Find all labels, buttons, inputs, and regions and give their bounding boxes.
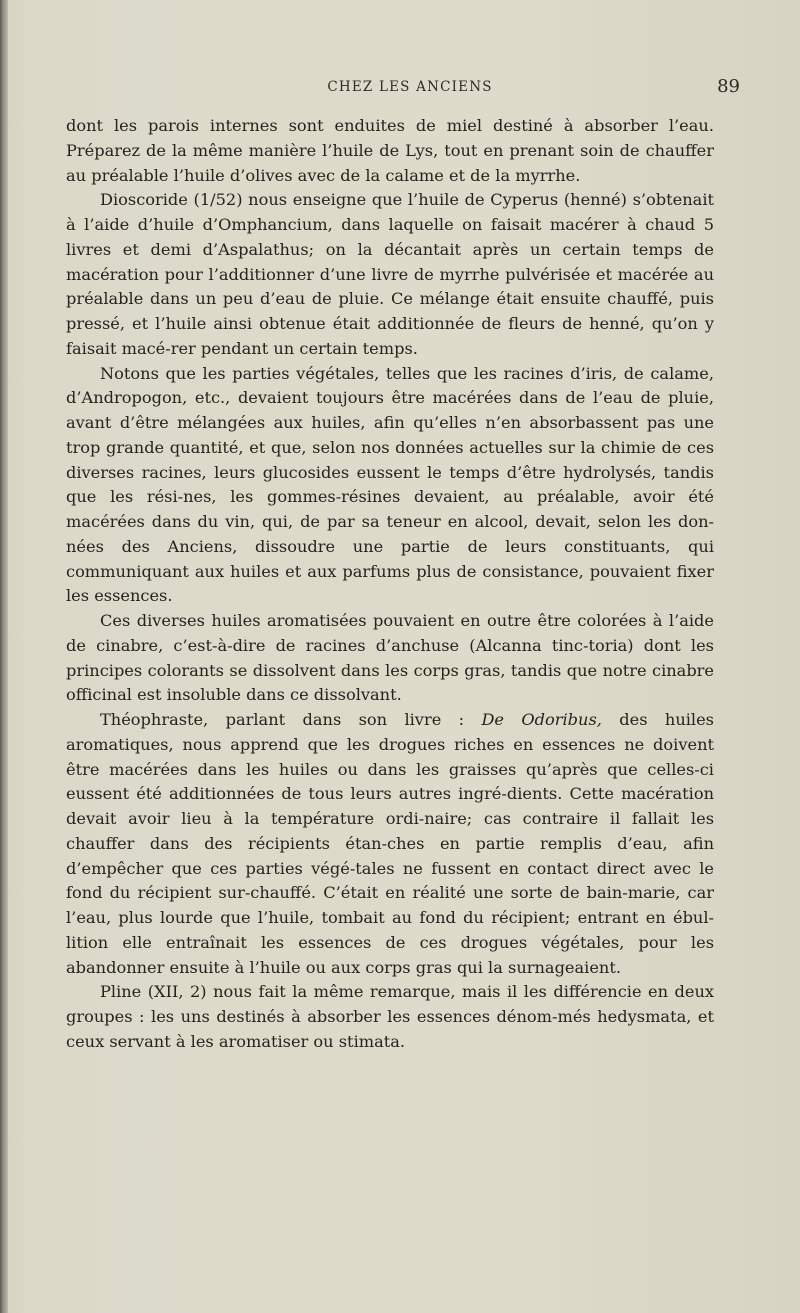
paragraph: dont les parois internes sont enduites de miel destiné à absorber l’eau. Préparez de la même manière l’huile de Lys, tout en prenant soin de chauffer au préalable l’huile d’olives avec de la calame et de la myrrhe. (66, 116, 714, 185)
paragraph-text: des huiles aromatiques, nous apprend que les drogues riches en essences ne doivent être macérées dans les huiles ou dans les graisses qu’après que celles-ci eussent été additionnées de tous leurs autres ingré-dients. Cette macération devait avoir lieu à la température ordi-naire; cas contraire il fallait les chauffer dans des récipients étan-ches en partie remplis d’eau, afin d’empêcher que ces parties végé-tales ne fussent en contact direct avec le fond du récipient sur-chauffé. C’était en réalité une sorte de bain-marie, car l’eau, plus lourde que l’huile, tombait au fond du récipient; entrant en ébul-lition elle entraînait les essences de ces drogues végétales, pour les abandonner ensuite à l’huile ou aux corps gras qui la surnageaient. (66, 710, 714, 977)
page-number: 89 (717, 76, 740, 97)
body-text (66, 114, 714, 1055)
paragraph: Dioscoride (1/52) nous enseigne que l’huile de Cyperus (henné) s’obtenait à l’aide d’huile d’Omphancium, dans laquelle on faisait macérer à chaud 5 livres et demi d’Aspalathus; on la décantait après un certain temps de macération pour l’additionner d’une livre de myrrhe pulvérisée et macérée au préalable dans un peu d’eau de pluie. Ce mélange était ensuite chauffé, puis pressé, et l’huile ainsi obtenue était additionnée de fleurs de henné, qu’on y faisait macé-rer pendant un certain temps. (66, 190, 714, 358)
paragraph-text: Théophraste, parlant dans son livre : (100, 710, 482, 729)
page-binding-edge (0, 0, 8, 1313)
paragraph: Pline (XII, 2) nous fait la même remarque, mais il les différencie en deux groupes : les uns destinés à absorber les essences dénom-més hedysmata, et ceux servant à les aromatiser ou stimata. (66, 982, 714, 1051)
paragraph: Notons que les parties végétales, telles que les racines d’iris, de calame, d’Andropogon, etc., devaient toujours être macérées dans de l’eau de pluie, avant d’être mélangées aux huiles, afin qu’elles n’en absorbassent pas une trop grande quantité, et que, selon nos données actuelles sur la chimie de ces diverses racines, leurs glucosides eussent le temps d’être hydrolysés, tandis que les rési-nes, les gommes-résines devaient, au préalable, avoir été macérées dans du vin, qui, de par sa teneur en alcool, devait, selon les don-nées des Anciens, dissoudre une partie de leurs constituants, qui communiquant aux huiles et aux parfums plus de consistance, pouvaient fixer les essences. (66, 363, 714, 606)
book-title-italic: De Odoribus, (481, 710, 602, 729)
paragraph (66, 708, 714, 980)
paragraph: Ces diverses huiles aromatisées pouvaient en outre être colorées à l’aide de cinabre, c’est-à-dire de racines d’anchuse (Alcanna tinc-toria) dont les principes colorants se dissolvent dans les corps gras, tandis que notre cinabre officinal est insoluble dans ce dissolvant. (66, 611, 714, 705)
running-title: CHEZ LES ANCIENS (327, 79, 493, 95)
page-header (60, 76, 760, 100)
